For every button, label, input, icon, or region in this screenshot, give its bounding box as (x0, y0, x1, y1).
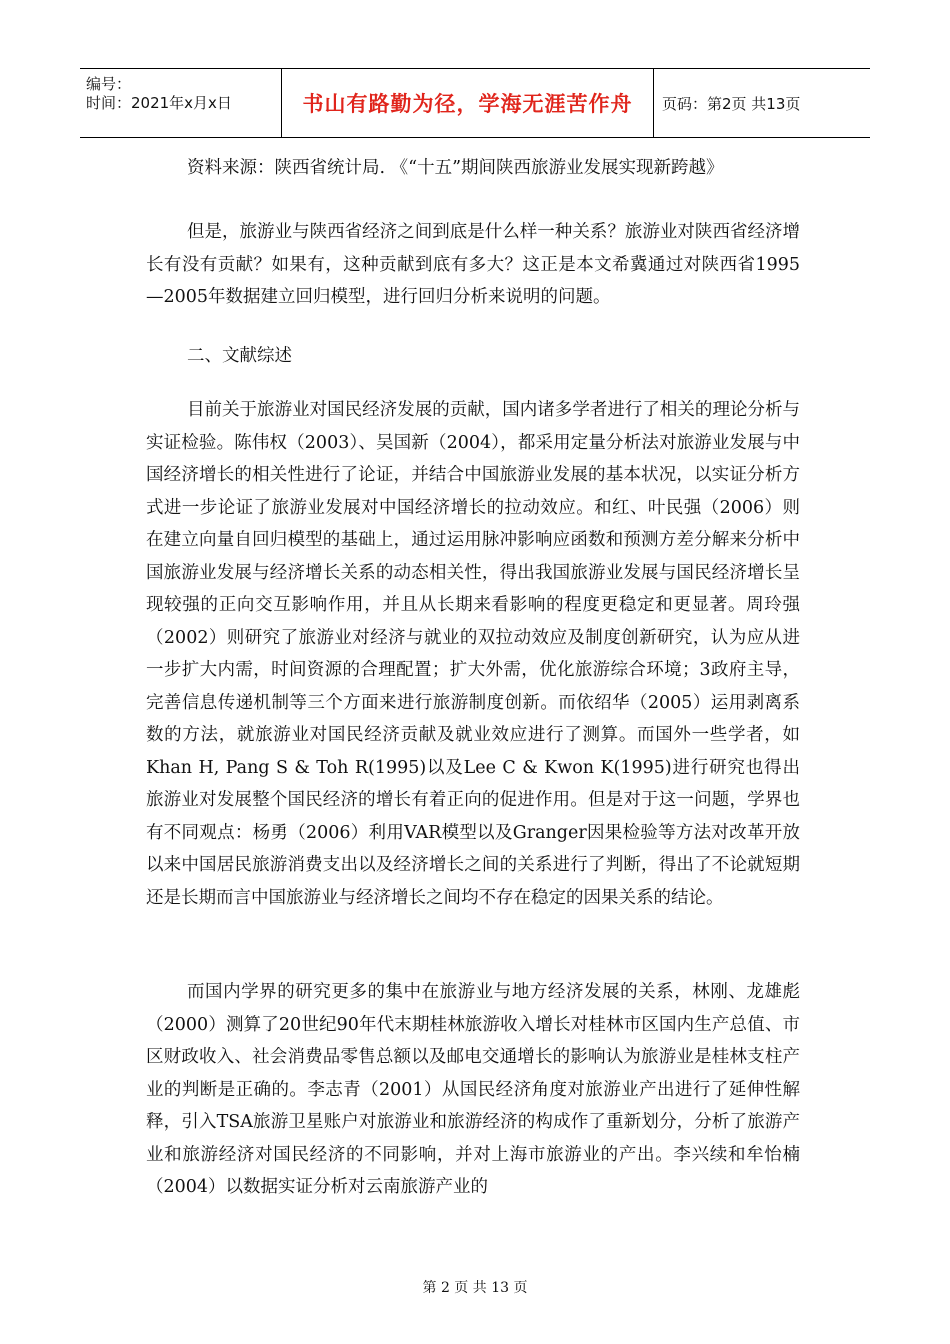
paragraph-intro: 但是，旅游业与陕西省经济之间到底是什么样一种关系？旅游业对陕西省经济增长有没有贡献？如果有，这种贡献到底有多大？这正是本文希冀通过对陕西省1995—2005年数据建立回归模型，进行回归分析来说明的问题。 (146, 222, 800, 307)
source-line: 资料来源：陕西省统计局. 《“十五”期间陕西旅游业发展实现新跨越》 (187, 158, 724, 178)
motto: 书山有路勤为径，学海无涯苦作舟 (302, 92, 633, 116)
section-title: 二、文献综述 (187, 346, 292, 366)
page-label: 页码：第2页 共13页 (662, 94, 801, 113)
document-header (80, 68, 870, 138)
page-footer: 第 2 页 共 13 页 (422, 1280, 528, 1296)
header-meta (80, 69, 282, 137)
paragraph-literature: 目前关于旅游业对国民经济发展的贡献，国内诸多学者进行了相关的理论分析与实证检验。陈伟权（2003）、吴国新（2004），都采用定量分析法对旅游业发展与中国经济增长的相关性进行了论证，并结合中国旅游业发展的基本状况，以实证分析方式进一步论证了旅游业发展对中国经济增长的拉动效应。和红、叶民强（2006）则在建立向量自回归模型的基础上，通过运用脉冲影响应函数和预测方差分解来分析中国旅游业发展与经济增长关系的动态相关性，得出我国旅游业发展与国民经济增长呈现较强的正向交互影响作用，并且从长期来看影响的程度更稳定和更显著。周玲强（2002）则研究了旅游业对经济与就业的双拉动效应及制度创新研究，认为应从进一步扩大内需，时间资源的合理配置；扩大外需，优化旅游综合环境；3政府主导，完善信息传递机制等三个方面来进行旅游制度创新。而依绍华（2005）运用剥离系数的方法，就旅游业对国民经济贡献及就业效应进行了测算。而国外一些学者，如Khan H, Pang S & Toh R(1995)以及Lee C & Kwon K(1995)进行研究也得出旅游业对发展整个国民经济的增长有着正向的促进作用。但是对于这一问题，学界也有不同观点：杨勇（2006）利用VAR模型以及Granger因果检验等方法对改革开放以来中国居民旅游消费支出以及经济增长之间的关系进行了判断，得出了不论就短期还是长期而言中国旅游业与经济增长之间均不存在稳定的因果关系的结论。 (146, 400, 800, 908)
number-label: 编号： (86, 75, 132, 93)
time-label: 时间：2021年x月x日 (86, 94, 232, 112)
header-page-cell (654, 69, 870, 137)
paragraph-domestic: 而国内学界的研究更多的集中在旅游业与地方经济发展的关系，林刚、龙雄彪（2000）测算了20世纪90年代末期桂林旅游收入增长对桂林市区国内生产总值、市区财政收入、社会消费品零售总额以及邮电交通增长的影响认为旅游业是桂林支柱产业的判断是正确的。李志青（2001）从国民经济角度对旅游业产出进行了延伸性解释，引入TSA旅游卫星账户对旅游业和旅游经济的构成作了重新划分，分析了旅游产业和旅游经济对国民经济的不同影响，并对上海市旅游业的产出。李兴续和牟怡楠（2004）以数据实证分析对云南旅游产业的 (146, 982, 800, 1197)
header-motto-cell (282, 69, 654, 137)
